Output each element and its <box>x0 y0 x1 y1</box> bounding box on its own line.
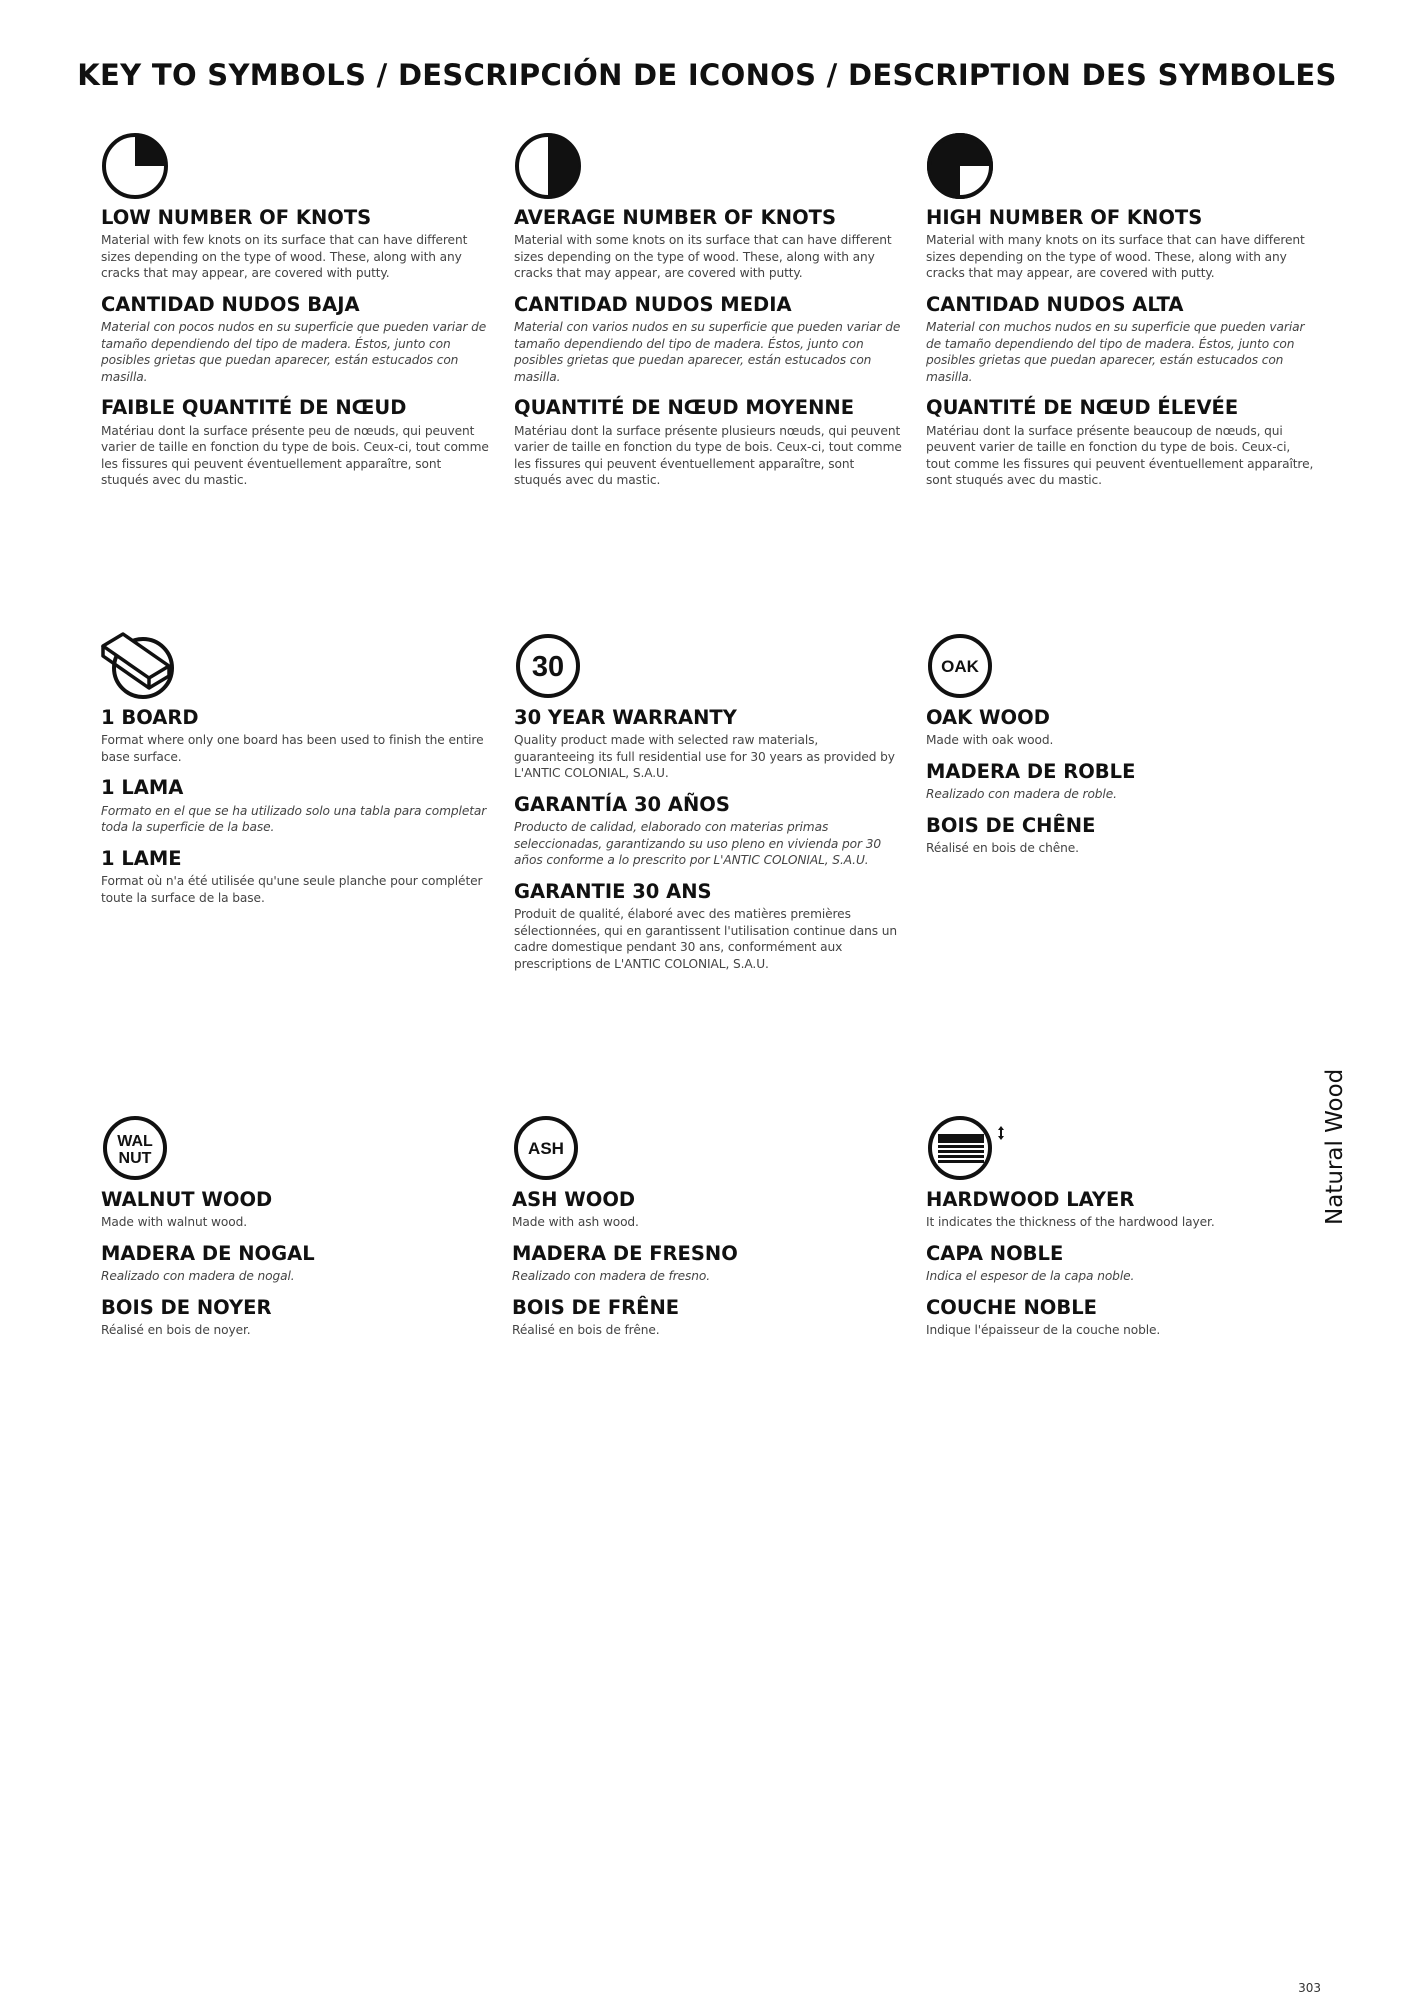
fr-text: Réalisé en bois de frêne. <box>512 1323 660 1338</box>
fr-title: QUANTITÉ DE NŒUD ÉLEVÉE <box>926 396 1239 420</box>
en-title: 1 BOARD <box>101 706 199 729</box>
es-text: Realizado con madera de fresno. <box>512 1269 711 1284</box>
page-title: KEY TO SYMBOLS / DESCRIPCIÓN DE ICONOS / DESCRIPTION DES SYMBOLES <box>77 58 1337 92</box>
en-text: Made with walnut wood. <box>101 1215 248 1230</box>
fr-text: Indique l'épaisseur de la couche noble. <box>926 1323 1161 1338</box>
en-text: Material with few knots on its surface that can have different sizes depending on the type of wood. These, along with any cracks that may appear, are covered with putty. <box>101 233 468 281</box>
es-text: Realizado con madera de nogal. <box>101 1269 295 1284</box>
hardwood-layer-icon <box>926 1114 1314 1182</box>
oak-icon-text: OAK <box>941 657 979 676</box>
es-title: GARANTÍA 30 AÑOS <box>514 792 730 816</box>
en-title: LOW NUMBER OF KNOTS <box>101 206 372 229</box>
symbol-average-knots <box>514 132 902 489</box>
oak-icon <box>926 632 1314 700</box>
en-title: WALNUT WOOD <box>101 1188 273 1211</box>
walnut-icon <box>101 1114 489 1182</box>
walnut-icon-text-2: NUT <box>118 1150 152 1167</box>
walnut-icon-text-1: WAL <box>117 1133 153 1150</box>
en-text: Format where only one board has been used to finish the entire base surface. <box>101 733 484 764</box>
es-title: CANTIDAD NUDOS BAJA <box>101 292 360 316</box>
es-text: Material con muchos nudos en su superficie que pueden variar de tamaño dependiendo del tipo de madera. Éstos, junto con posibles grietas que puedan aparecer, están estucados con masilla. <box>926 320 1305 384</box>
fr-title: 1 LAME <box>101 846 182 870</box>
symbol-hardwood-layer <box>926 1114 1314 1339</box>
symbol-walnut <box>101 1114 489 1339</box>
fr-text: Matériau dont la surface présente plusieurs nœuds, qui peuvent varier de taille en fonction du type de bois. Ceux-ci, tout comme les fissures qui peuvent éventuellement apparaître, sont stuqués avec du mastic. <box>514 423 902 488</box>
en-title: ASH WOOD <box>512 1188 636 1211</box>
page-number: 303 <box>1298 1981 1321 1995</box>
symbol-one-board <box>101 632 489 906</box>
es-title: CANTIDAD NUDOS MEDIA <box>514 292 792 316</box>
warranty-30-icon <box>514 632 902 700</box>
ash-icon-text: ASH <box>528 1139 564 1158</box>
en-title: OAK WOOD <box>926 706 1050 729</box>
en-text: Quality product made with selected raw materials, guaranteeing its full residential use for 30 years as provided by L'ANTIC COLONIAL, S.A.U. <box>514 733 895 781</box>
pie-quarter-icon <box>101 132 489 200</box>
symbol-low-knots <box>101 132 489 489</box>
fr-title: BOIS DE CHÊNE <box>926 813 1096 837</box>
fr-title: FAIBLE QUANTITÉ DE NŒUD <box>101 396 407 420</box>
en-title: HIGH NUMBER OF KNOTS <box>926 206 1203 229</box>
es-title: CAPA NOBLE <box>926 1241 1064 1265</box>
en-text: It indicates the thickness of the hardwood layer. <box>926 1215 1215 1230</box>
en-title: HARDWOOD LAYER <box>926 1188 1135 1211</box>
warranty-icon-text: 30 <box>531 651 565 683</box>
symbol-ash <box>512 1114 900 1339</box>
fr-title: QUANTITÉ DE NŒUD MOYENNE <box>514 396 855 420</box>
es-title: CANTIDAD NUDOS ALTA <box>926 292 1184 316</box>
fr-title: BOIS DE NOYER <box>101 1295 272 1319</box>
fr-title: GARANTIE 30 ANS <box>514 879 712 903</box>
side-section-label: Natural Wood <box>1322 1068 1348 1225</box>
fr-title: COUCHE NOBLE <box>926 1295 1097 1319</box>
ash-icon <box>512 1114 900 1182</box>
symbol-oak <box>926 632 1314 857</box>
es-title: MADERA DE NOGAL <box>101 1241 315 1265</box>
fr-text: Réalisé en bois de noyer. <box>101 1323 251 1338</box>
symbol-high-knots <box>926 132 1314 489</box>
es-text: Material con pocos nudos en su superficie que pueden variar de tamaño dependiendo del tipo de madera. Éstos, junto con posibles grietas que puedan aparecer, están estucados con masilla. <box>101 320 487 384</box>
en-title: 30 YEAR WARRANTY <box>514 706 737 729</box>
pie-three-quarter-icon <box>926 132 1314 200</box>
en-text: Material with many knots on its surface that can have different sizes depending on the type of wood. These, along with any cracks that may appear, are covered with putty. <box>926 233 1305 281</box>
fr-text: Réalisé en bois de chêne. <box>926 841 1079 856</box>
es-text: Realizado con madera de roble. <box>926 787 1117 802</box>
fr-title: BOIS DE FRÊNE <box>512 1295 680 1319</box>
pie-half-icon <box>514 132 902 200</box>
fr-text: Matériau dont la surface présente peu de nœuds, qui peuvent varier de taille en fonction du type de bois. Ceux-ci, tout comme les fissures qui peuvent éventuellement apparaître, sont stuqués avec du mastic. <box>101 423 489 488</box>
fr-text: Matériau dont la surface présente beaucoup de nœuds, qui peuvent varier de taille en fonction du type de bois. Ceux-ci, tout comme les fissures qui peuvent éventuellement apparaître, sont stuqués avec du mastic. <box>926 423 1314 488</box>
en-text: Material with some knots on its surface that can have different sizes depending on the type of wood. These, along with any cracks that may appear, are covered with putty. <box>514 233 892 281</box>
es-title: MADERA DE FRESNO <box>512 1241 738 1265</box>
es-title: MADERA DE ROBLE <box>926 759 1136 783</box>
fr-text: Produit de qualité, élaboré avec des matières premières sélectionnées, qui en garantissent l'utilisation continue dans un cadre domestique pendant 30 ans, conformément aux prescriptions de L'ANTIC COLONIAL, S.A.U. <box>514 907 897 971</box>
es-title: 1 LAMA <box>101 776 184 800</box>
symbol-warranty <box>514 632 902 972</box>
en-text: Made with oak wood. <box>926 733 1054 748</box>
fr-text: Format où n'a été utilisée qu'une seule planche pour compléter toute la surface de la base. <box>101 874 483 905</box>
es-text: Formato en el que se ha utilizado solo una tabla para completar toda la superficie de la base. <box>101 803 487 835</box>
en-text: Made with ash wood. <box>512 1215 639 1230</box>
es-text: Indica el espesor de la capa noble. <box>926 1269 1135 1284</box>
es-text: Producto de calidad, elaborado con materias primas seleccionadas, garantizando su uso pleno en vivienda por 30 años conforme a lo prescrito por L'ANTIC COLONIAL, S.A.U. <box>514 820 882 868</box>
board-icon <box>101 632 489 700</box>
en-title: AVERAGE NUMBER OF KNOTS <box>514 206 836 229</box>
es-text: Material con varios nudos en su superficie que pueden variar de tamaño dependiendo del tipo de madera. Éstos, junto con posibles grietas que puedan aparecer, están estucados con masilla. <box>514 320 901 384</box>
